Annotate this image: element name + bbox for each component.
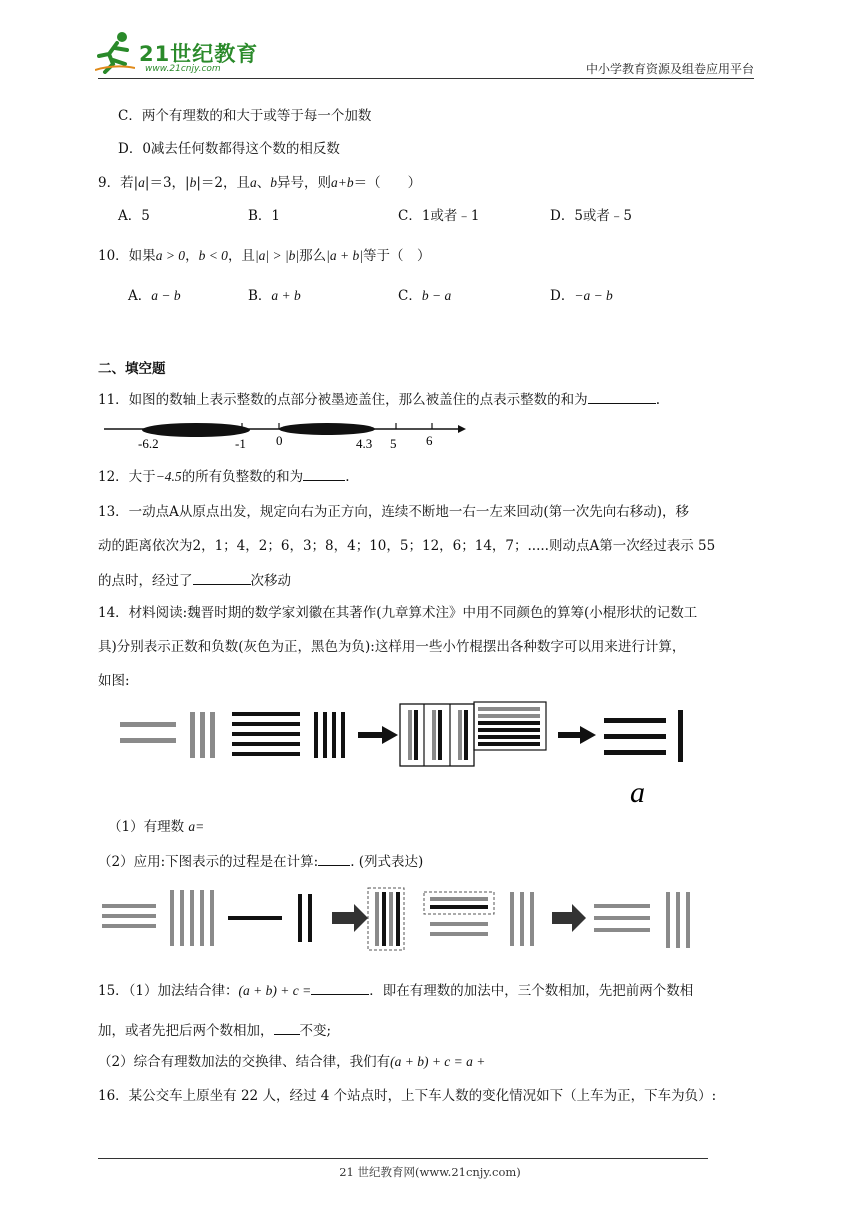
figure-label-a: a — [630, 776, 645, 809]
q10-option-b: B．a + b — [248, 288, 301, 304]
ink-blot-left — [142, 423, 250, 437]
q16-line1: 16．某公交车上原坐有 22 人，经过 4 个站点时，上下车人数的变化情况如下（上车为正，下车为负）: — [98, 1088, 717, 1104]
arrow-right-icon — [354, 904, 368, 932]
black-rod-h — [232, 732, 300, 736]
q9-option-c: C．1或者﹣1 — [398, 208, 480, 224]
q10-option-c: C．b − a — [398, 288, 452, 304]
black-rod-h — [232, 712, 300, 716]
header-right-text: 中小学教育资源及组卷应用平台 — [585, 62, 754, 76]
q9-option-b: B．1 — [248, 208, 281, 224]
black-rod-h — [232, 752, 300, 756]
q13-line3: 的点时，经过了 次移动 — [98, 570, 291, 590]
logo — [95, 30, 265, 78]
logo-title: 21世纪教育 — [139, 42, 259, 66]
q9-option-d: D．5或者﹣5 — [550, 208, 633, 224]
q9-stem: 9．若|a|＝3，|b|＝2，且a、b异号，则a+b＝（ ） — [98, 175, 422, 191]
grey-rod-h — [120, 722, 176, 727]
q14-blank — [318, 851, 350, 866]
q10-option-d: D．−a − b — [550, 288, 613, 304]
arrow-shaft — [358, 732, 384, 738]
q10-option-a: A．a − b — [128, 288, 181, 304]
q13-line2: 动的距离依次为2，1；4，2；6，3；8，4；10，5；12，6；14，7；.....则动点A第一次经过表示 55 — [98, 538, 716, 554]
header — [0, 0, 860, 80]
rod-figure-1-svg — [116, 698, 696, 810]
q15-line3: （2）综合有理数加法的交换律、结合律，我们有(a + b) + c = a + — [98, 1054, 486, 1070]
grey-rod-v — [210, 712, 215, 758]
label-5: 5 — [390, 436, 397, 451]
q9-option-a: A．5 — [118, 208, 150, 224]
q8-option-d: D．0减去任何数都得这个数的相反数 — [118, 141, 340, 157]
q13-line1: 13．一动点A从原点出发，规定向右为正方向，连续不断地一右一左来回动(第一次先向右移动)，移 — [98, 504, 689, 520]
rod-figure-2-svg — [100, 884, 700, 954]
label-0: 0 — [276, 433, 283, 448]
q11-stem: 11．如图的数轴上表示整数的点部分被墨迹盖住，那么被盖住的点表示整数的和为 . — [98, 389, 660, 409]
black-rod-v — [323, 712, 327, 758]
grey-rod-v — [200, 712, 205, 758]
q14-line2: 具)分别表示正数和负数(灰色为正，黑色为负):这样用一些小竹棍摆出各种数字可以用来进行计算， — [98, 639, 686, 655]
arrow-right-icon — [382, 726, 398, 744]
header-rule — [98, 78, 754, 79]
footer-rule — [98, 1158, 708, 1159]
grey-rod-h — [120, 738, 176, 743]
axis-arrow — [458, 425, 466, 433]
black-rod-h — [232, 722, 300, 726]
section-title: 二、填空题 — [98, 361, 166, 377]
q11-blank — [588, 389, 656, 404]
q14-sub1: （1）有理数 a= — [108, 819, 205, 835]
q15-line1: 15．（1）加法结合律：(a + b) + c = ．即在有理数的加法中，三个数相加，先把前两个数相 — [98, 980, 693, 1000]
q14-line3: 如图: — [98, 673, 130, 689]
q14-rod-figure-2 — [100, 884, 700, 954]
q13-blank — [193, 570, 251, 585]
grey-rod-v — [190, 712, 195, 758]
black-rod-v — [332, 712, 336, 758]
q8-option-c: C．两个有理数的和大于或等于每一个加数 — [118, 108, 372, 124]
q15-line2: 加，或者先把后两个数相加， 不变; — [98, 1020, 331, 1040]
q14-line1: 14．材料阅读:魏晋时期的数学家刘徽在其著作(九章算术注》中用不同颜色的算筹(小棍形状的记数工 — [98, 605, 698, 621]
black-rod-h — [232, 742, 300, 746]
q12-stem: 12．大于−4.5的所有负整数的和为 . — [98, 466, 349, 486]
q11-number-line-figure — [104, 414, 466, 454]
logo-url: www.21cnjy.com — [145, 64, 221, 74]
q14-sub2: （2）应用:下图表示的过程是在计算: . (列式表达) — [98, 851, 423, 871]
footer-text: 21 世纪教育网(www.21cnjy.com) — [339, 1165, 521, 1179]
dashed-box — [424, 892, 494, 914]
label-neg-1: -1 — [235, 436, 246, 451]
q10-stem: 10．如果a > 0，b < 0，且|a| > |b|那么|a + b|等于（ ） — [98, 248, 431, 264]
q15-blank-2 — [274, 1020, 300, 1035]
q12-blank — [303, 466, 345, 481]
arrow-right-icon — [580, 726, 596, 744]
black-rod-v — [314, 712, 318, 758]
label-neg-6-2: -6.2 — [138, 436, 159, 451]
q14-rod-figure-1 — [116, 698, 696, 810]
arrow-right-icon — [572, 904, 586, 932]
label-6: 6 — [426, 433, 433, 448]
runner-logo-icon — [95, 30, 135, 74]
number-line-svg — [104, 414, 466, 454]
black-rod-v — [341, 712, 345, 758]
q15-blank-1 — [311, 980, 369, 995]
ink-blot-right — [279, 423, 375, 435]
label-4-3: 4.3 — [356, 436, 373, 451]
